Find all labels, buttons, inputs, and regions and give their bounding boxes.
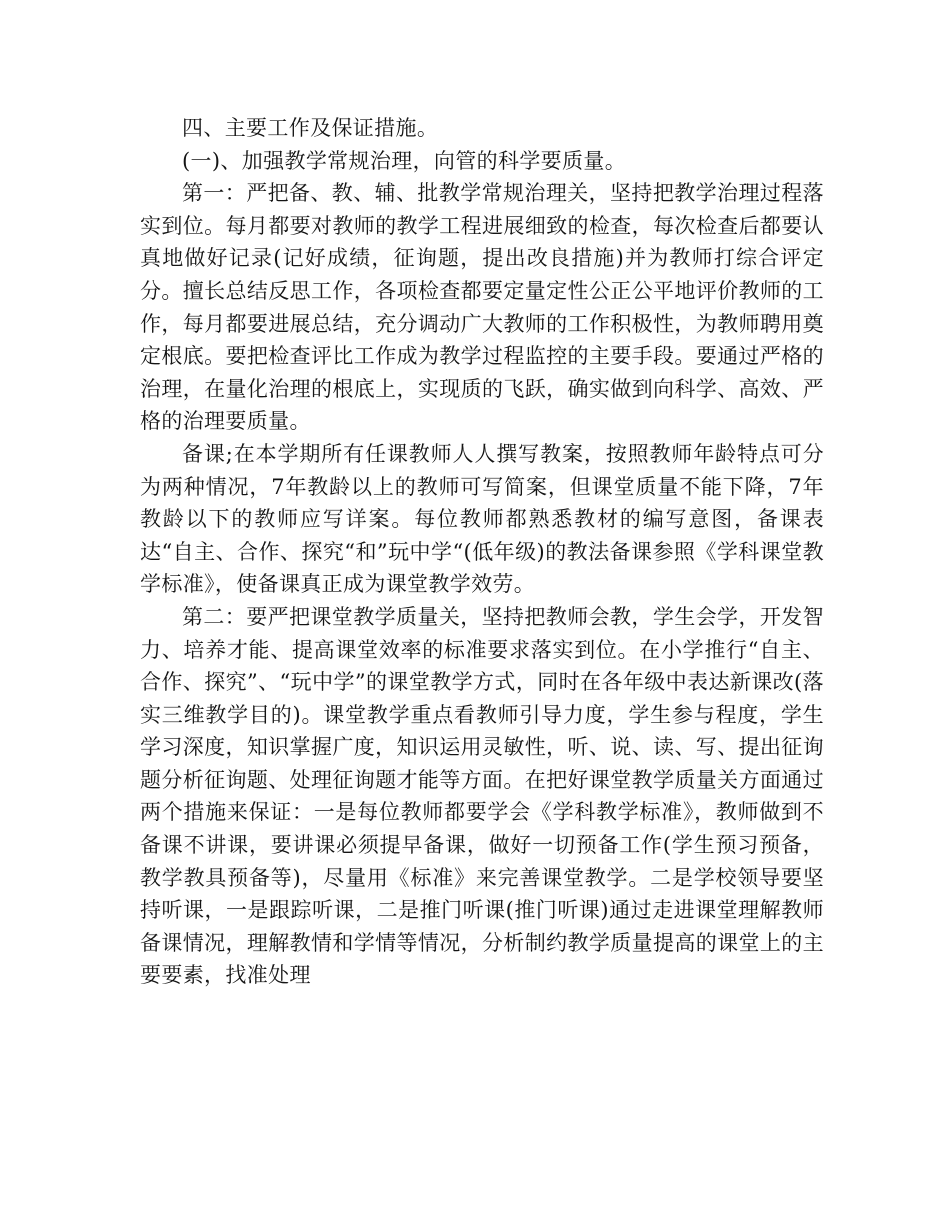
section-heading: 四、主要工作及保证措施。 bbox=[182, 116, 439, 140]
document-body bbox=[140, 112, 824, 992]
subsection-heading: (一)、加强教学常规治理，向管的科学要质量。 bbox=[182, 148, 627, 173]
paragraph-lesson-preparation: 备课;在本学期所有任课教师人人撰写教案，按照教师年龄特点可分为两种情况，7年教龄以上的教师可写简案，但课堂质量不能下降，7年教龄以下的教师应写详案。每位教师都熟悉教材的编写意图，备课表达“自主、合作、探究“和”玩中学“(低年级)的教法备课参照《学科课堂教学标准》，使备课真正成为课堂教学效劳。 bbox=[140, 441, 824, 597]
paragraph-classroom-quality: 第二：要严把课堂教学质量关，坚持把教师会教，学生会学，开发智力、培养才能、提高课堂效率的标准要求落实到位。在小学推行“自主、合作、探究”、“玩中学”的课堂教学方式，同时在各年级中表达新课改(落实三维教学目的)。课堂教学重点看教师引导力度，学生参与程度，学生学习深度，知识掌握广度，知识运用灵敏性，听、说、读、写、提出征询题分析征询题、处理征询题才能等方面。在把好课堂教学质量关方面通过两个措施来保证：一是每位教师都要学会《学科教学标准》，教师做到不备课不讲课，要讲课必须提早备课，做好一切预备工作(学生预习预备，教学教具预备等)，尽量用《标准》来完善课堂教学。二是学校领导要坚持听课，一是跟踪听课，二是推门听课(推门听课)通过走进课堂理解教师备课情况，理解教情和学情等情况，分析制约教学质量提高的课堂上的主要要素，找准处理 bbox=[140, 604, 824, 988]
paragraph-routine-management: 第一：严把备、教、辅、批教学常规治理关，坚持把教学治理过程落实到位。每月都要对教师的教学工程进展细致的检查，每次检查后都要认真地做好记录(记好成绩，征询题，提出改良措施)并为教师打综合评定分。擅长总结反思工作，各项检查都要定量定性公正公平地评价教师的工作，每月都要进展总结，充分调动广大教师的工作积极性，为教师聘用奠定根底。要把检查评比工作成为教学过程监控的主要手段。要通过严格的治理，在量化治理的根底上，实现质的飞跃，确实做到向科学、高效、严格的治理要质量。 bbox=[140, 181, 824, 434]
